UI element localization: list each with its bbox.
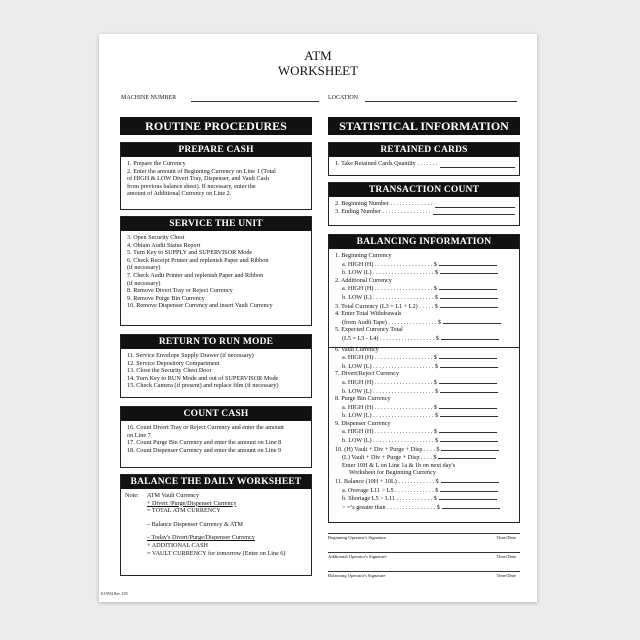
balance-step: – Today's Divert/Purge/Dispenser Currency — [147, 534, 255, 542]
line-label: (L) Vault + Div + Purge + Disp . . . . $ — [342, 454, 437, 462]
section-header: RETAINED CARDS — [329, 143, 519, 157]
balancing-line — [335, 420, 515, 428]
entry-blank[interactable] — [435, 202, 515, 208]
balance-step: + ADDITIONAL CASH — [147, 541, 209, 549]
procedure-step: (if necessary) — [127, 279, 161, 287]
dollar-blank[interactable] — [440, 486, 498, 492]
balance-step: – Balance Dispenser Currency & ATM — [147, 520, 244, 528]
balancing-line — [335, 310, 515, 318]
time-date-label: Time/Date — [496, 535, 516, 540]
line-label: (L5 = L3 - L4) . . . . . . . . . . . . . . . . . . $ — [342, 334, 439, 342]
balancing-line — [335, 462, 515, 470]
count-cash-section — [120, 406, 312, 468]
line-label: b. LOW (L) . . . . . . . . . . . . . . . . . . . . $ — [342, 293, 439, 301]
balancing-line — [335, 427, 515, 436]
line-label: a. HIGH (H) . . . . . . . . . . . . . . . . . . . $ — [342, 285, 437, 293]
line-label: a. HIGH (H) . . . . . . . . . . . . . . . . . . . $ — [342, 354, 437, 362]
form-number: KI-9554 Rev. 3/05 — [101, 592, 128, 596]
line-label: 3. Total Currency (L3 = L1 + L2) . . . . . $ — [335, 302, 438, 310]
dollar-blank[interactable] — [441, 334, 499, 340]
line-label: 3. Ending Number . . . . . . . . . . . . . . . . — [335, 207, 431, 215]
dollar-blank[interactable] — [440, 436, 498, 442]
procedure-step: 16. Count Divert Tray or Reject Currency and enter the amount — [127, 424, 284, 431]
section-lines — [121, 421, 311, 456]
dollar-blank[interactable] — [440, 293, 498, 299]
retained-cards-line: 1. Take Retained Cards Quantity . . . . . . . — [335, 160, 515, 168]
dollar-blank[interactable] — [441, 477, 499, 483]
section-header: SERVICE THE UNIT — [121, 217, 311, 231]
dollar-blank[interactable] — [439, 494, 497, 500]
time-date-label: Time/Date — [496, 554, 516, 559]
entry-blank[interactable] — [440, 162, 515, 168]
dollar-blank[interactable] — [439, 353, 497, 359]
section-header: COUNT CASH — [121, 407, 311, 421]
doc-title-line2: WORKSHEET — [277, 63, 359, 78]
balancing-line — [335, 370, 515, 378]
line-label: 5. Expected Currency Total — [335, 326, 403, 334]
return-run-mode-section — [120, 334, 312, 398]
procedure-step: amount of Additional Currency on Line 2. — [127, 190, 232, 198]
procedure-step: 4. Obtain Audit Status Report — [127, 241, 201, 249]
transaction-count-section — [328, 182, 520, 226]
balancing-line — [335, 302, 515, 311]
transaction-line — [335, 200, 515, 208]
signature-label: Beginning Operator's Signature — [328, 535, 386, 540]
section-header: BALANCE THE DAILY WORKSHEET — [121, 475, 311, 489]
balance-step: = TOTAL ATM CURRENCY — [147, 507, 221, 515]
procedure-step: 14. Turn Key to RUN Mode and out of SUPERVISOR Mode — [127, 374, 279, 382]
line-label: 8. Purge Bin Currency — [335, 395, 391, 403]
procedure-step: 17. Count Purge Bin Currency and enter the amount on Line 8 — [127, 439, 282, 447]
balancing-line — [335, 486, 515, 495]
signature-label: Balancing Operator's Signature — [328, 573, 386, 578]
balancing-line — [335, 268, 515, 277]
line-label: a. HIGH (H) . . . . . . . . . . . . . . . . . . . $ — [342, 428, 437, 436]
retained-cards-section — [328, 142, 520, 176]
line-label: b. LOW (L) . . . . . . . . . . . . . . . . . . . . $ — [342, 437, 439, 445]
balancing-line — [335, 469, 515, 477]
line-label: 1. Beginning Currency — [335, 252, 392, 259]
location-label: LOCATION — [328, 95, 358, 101]
dollar-blank[interactable] — [439, 284, 497, 290]
balancing-line — [335, 293, 515, 302]
machine-number-field[interactable] — [191, 95, 319, 102]
procedure-step: 7. Check Audit Printer and replenish Paper and Ribbon — [127, 271, 264, 279]
balancing-line — [335, 503, 515, 512]
line-label: a. HIGH (H) . . . . . . . . . . . . . . . . . . . $ — [342, 378, 437, 386]
balancing-line — [335, 362, 515, 371]
section-lines — [121, 349, 311, 392]
procedure-step: 3. Open Security Chest — [127, 234, 185, 241]
line-label: a. HIGH (H) . . . . . . . . . . . . . . . . . . . $ — [342, 260, 437, 268]
section-header: BALANCING INFORMATION — [329, 235, 519, 249]
balancing-line — [335, 453, 515, 462]
balancing-line — [335, 477, 515, 486]
routine-procedures-banner: ROUTINE PROCEDURES — [120, 117, 312, 135]
note-label: Note: — [125, 492, 139, 499]
dollar-blank[interactable] — [440, 268, 498, 274]
procedure-step: from previous balance sheet). If necessary, enter the — [127, 182, 256, 190]
procedure-step: (if necessary) — [127, 264, 161, 272]
prepare-cash-section — [120, 142, 312, 210]
dollar-blank[interactable] — [440, 387, 498, 393]
balancing-line — [335, 277, 515, 285]
balancing-line — [335, 445, 515, 454]
line-label: b. LOW (L) . . . . . . . . . . . . . . . . . . . . $ — [342, 362, 439, 370]
section-header: PREPARE CASH — [121, 143, 311, 157]
balancing-line — [335, 334, 515, 343]
entry-blank[interactable] — [433, 209, 515, 215]
balancing-line — [335, 494, 515, 503]
procedure-step: 13. Close the Security Chest Door — [127, 367, 212, 375]
doc-title-line1: ATM — [304, 48, 332, 63]
line-label: b. LOW (L) . . . . . . . . . . . . . . . . . . . . $ — [342, 269, 439, 277]
line-label: 9. Dispenser Currency — [335, 419, 391, 427]
line-label: 4. Enter Total Withdrawals — [335, 310, 402, 318]
section-lines — [329, 157, 519, 170]
line-label: a. Overage L11 > L5 . . . . . . . . . . . . . $ — [342, 486, 439, 494]
balance-daily-worksheet-section — [120, 474, 312, 576]
statistical-information-banner: STATISTICAL INFORMATION — [328, 117, 520, 135]
dollar-blank[interactable] — [439, 403, 497, 409]
balancing-line — [335, 353, 515, 362]
procedure-step: on Line 7 — [127, 431, 151, 439]
procedure-step: 11. Service Envelope Supply Drawer (if necessary) — [127, 352, 254, 359]
dollar-blank[interactable] — [440, 411, 498, 417]
transaction-line — [335, 208, 515, 216]
line-label: > =’s greater than . . . . . . . . . . . . . . . . $ — [342, 503, 440, 511]
procedure-step: 6. Check Receipt Printer and replenish Paper and Ribbon — [127, 256, 269, 264]
procedure-step: 5. Turn Key to SUPPLY and SUPERVISOR Mode — [127, 249, 253, 257]
procedure-step: 12. Service Depository Compartment — [127, 359, 220, 367]
dollar-blank[interactable] — [438, 453, 496, 459]
location-field[interactable] — [365, 95, 517, 102]
worksheet-page — [99, 34, 537, 602]
balance-step: ATM Vault Currency — [147, 492, 200, 499]
signature-line[interactable] — [328, 533, 520, 540]
procedure-step: 10. Remove Dispenser Currency and insert Vault Currency — [127, 302, 273, 310]
procedure-step: 1. Prepare the Currency — [127, 160, 186, 167]
dollar-blank[interactable] — [439, 378, 497, 384]
procedure-step: 18. Count Dispenser Currency and enter the amount on Line 9 — [127, 446, 282, 454]
section-header: RETURN TO RUN MODE — [121, 335, 311, 349]
section-lines — [121, 157, 311, 200]
section-header: TRANSACTION COUNT — [329, 183, 519, 197]
service-unit-section — [120, 216, 312, 326]
procedure-step: 9. Remove Purge Bin Currency — [127, 294, 205, 302]
dollar-blank[interactable] — [440, 302, 498, 308]
machine-number-label: MACHINE NUMBER — [121, 95, 177, 101]
line-label: 2. Beginning Number . . . . . . . . . . . . . . — [335, 200, 433, 207]
balancing-information-section — [328, 234, 520, 523]
procedure-step: of HIGH & LOW Divert Tray, Dispenser, and Vault Cash — [127, 175, 269, 183]
dollar-blank[interactable] — [441, 445, 499, 451]
balancing-line — [335, 387, 515, 396]
balancing-line — [335, 378, 515, 387]
balancing-line — [335, 284, 515, 293]
balancing-line — [335, 436, 515, 445]
balancing-line — [335, 326, 515, 334]
dollar-blank[interactable] — [439, 260, 497, 266]
balancing-line — [335, 395, 515, 403]
procedure-step: 8. Remove Divert Tray or Reject Currency — [127, 287, 233, 295]
procedure-step: 2. Enter the amount of Beginning Currency on Line 1 (Total — [127, 167, 276, 175]
dollar-blank[interactable] — [439, 427, 497, 433]
dollar-blank[interactable] — [440, 362, 498, 368]
line-label: b. LOW (L) . . . . . . . . . . . . . . . . . . . . $ — [342, 387, 439, 395]
signature-line[interactable] — [328, 552, 520, 559]
line-label: b. Shortage L5 > L11 . . . . . . . . . . . . $ — [342, 495, 437, 503]
dollar-blank[interactable] — [443, 318, 501, 324]
time-date-label: Time/Date — [496, 573, 516, 578]
section-divider — [329, 347, 519, 348]
section-lines — [121, 231, 311, 312]
procedure-step: 15. Check Camera (if present) and replace film (if necessary) — [127, 382, 279, 390]
line-label: Worksheet for Beginning Currency — [349, 469, 436, 477]
line-label: b. LOW (L) . . . . . . . . . . . . . . . . . . . . $ — [342, 412, 439, 420]
signature-block — [328, 533, 520, 590]
balance-lines — [147, 492, 285, 557]
section-lines — [329, 249, 519, 513]
balancing-line — [335, 252, 515, 260]
line-label: 11. Balance (10H + 10L) . . . . . . . . . . . . $ — [335, 478, 439, 486]
balancing-line — [335, 411, 515, 420]
dollar-blank[interactable] — [442, 503, 500, 509]
balance-step: = VAULT CURRENCY for tomorrow (Enter on Line 6) — [147, 549, 286, 557]
balancing-line — [335, 260, 515, 269]
line-label: Enter 10H & L on Line 1a & 1b on next day's — [342, 461, 456, 469]
line-label: 10. (H) Vault + Div + Purge + Disp . . . . $ — [335, 445, 440, 453]
balance-step: + Divert /Purge/Dispenser Currency — [147, 499, 237, 507]
line-label: a. HIGH (H) . . . . . . . . . . . . . . . . . . . $ — [342, 403, 437, 411]
signature-line[interactable] — [328, 571, 520, 578]
section-lines — [329, 197, 519, 217]
balancing-line — [335, 403, 515, 412]
line-label: 2. Additional Currency — [335, 276, 392, 284]
balancing-line — [335, 318, 515, 327]
line-label: 7. Divert/Reject Currency — [335, 370, 400, 378]
line-label: (from Audit Tape) . . . . . . . . . . . . . . . . $ — [342, 318, 441, 326]
signature-label: Additional Operator's Signature — [328, 554, 387, 559]
line-label: 6. Vault Currency — [335, 345, 379, 353]
